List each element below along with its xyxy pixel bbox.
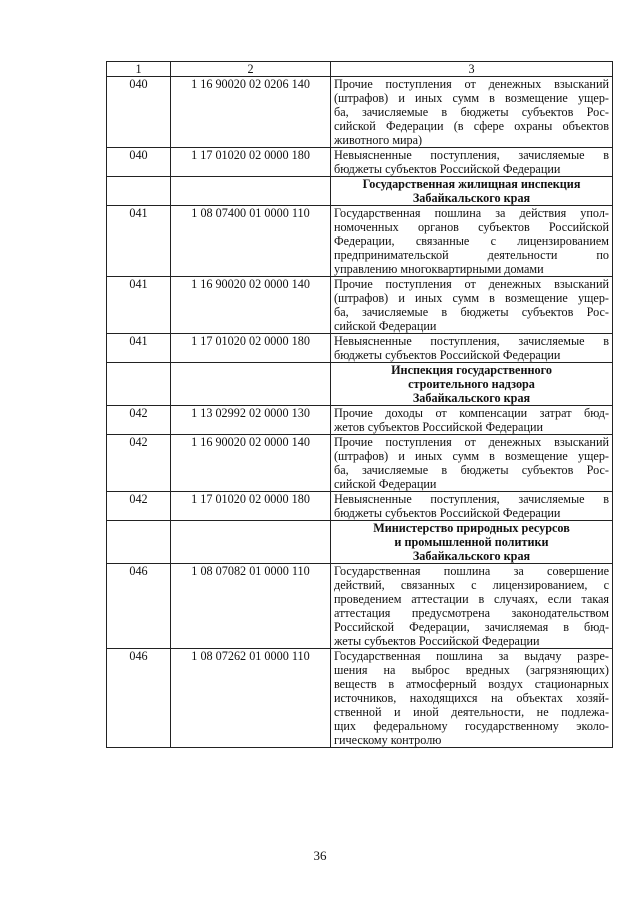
description-line: жетов субъектов Российской Федерации	[334, 420, 544, 434]
budget-classification-code-cell: 1 17 01020 02 0000 180	[171, 334, 331, 363]
description-line: Федерации, связанные с лицензированием	[334, 234, 609, 248]
administrator-code-cell: 042	[107, 435, 171, 492]
description-line: Прочие поступления от денежных взысканий	[334, 277, 609, 291]
table-row	[107, 277, 613, 334]
administrator-name-line: и промышленной политики	[394, 535, 549, 549]
administrator-code-cell: 046	[107, 564, 171, 649]
description-line: ба, зачисляемые в бюджеты субъектов Рос-	[334, 305, 609, 319]
administrator-code-cell: 040	[107, 77, 171, 148]
description-line: проведением аттестации в случаях, если такая	[334, 592, 609, 606]
budget-classification-code-cell: 1 17 01020 02 0000 180	[171, 148, 331, 177]
description-line: Невыясненные поступления, зачисляемые в	[334, 148, 609, 162]
administrator-code-cell: 042	[107, 406, 171, 435]
administrator-name-cell	[331, 521, 613, 564]
table-row	[107, 148, 613, 177]
table-body	[107, 77, 613, 748]
table-row	[107, 334, 613, 363]
revenue-description-cell	[331, 148, 613, 177]
column-header: 2	[171, 62, 331, 77]
table-row	[107, 435, 613, 492]
revenue-description-cell	[331, 492, 613, 521]
description-line: действий, связанных с лицензированием, с	[334, 578, 609, 592]
section-header-row	[107, 177, 613, 206]
description-line: Государственная пошлина за выдачу разре-	[334, 649, 609, 663]
revenue-description-cell	[331, 334, 613, 363]
administrator-code-cell: 042	[107, 492, 171, 521]
description-line: Прочие поступления от денежных взысканий	[334, 435, 609, 449]
empty-cell	[171, 363, 331, 406]
table-row	[107, 206, 613, 277]
budget-revenue-table	[106, 61, 613, 748]
description-line: животного мира)	[334, 133, 423, 147]
description-line: (штрафов) и иных сумм в возмещение ущер-	[334, 91, 609, 105]
description-line: ба, зачисляемые в бюджеты субъектов Рос-	[334, 463, 609, 477]
budget-classification-code-cell: 1 17 01020 02 0000 180	[171, 492, 331, 521]
administrator-name-line: Государственная жилищная инспекция	[362, 177, 581, 191]
description-line: (штрафов) и иных сумм в возмещение ущер-	[334, 291, 609, 305]
table-row	[107, 406, 613, 435]
description-line: Российской Федерации, зачисляемая в бюд-	[334, 620, 609, 634]
administrator-name-line: Забайкальского края	[412, 549, 531, 563]
description-line: аттестация предусмотрена законодательством	[334, 606, 609, 620]
description-line: Государственная пошлина за действия упол-	[334, 206, 609, 220]
empty-cell	[107, 521, 171, 564]
administrator-code-cell: 041	[107, 334, 171, 363]
administrator-name-cell	[331, 363, 613, 406]
administrator-name-line: строительного надзора	[408, 377, 535, 391]
revenue-description-cell	[331, 77, 613, 148]
description-line: номоченных органов субъектов Российской	[334, 220, 609, 234]
budget-classification-code-cell: 1 08 07400 01 0000 110	[171, 206, 331, 277]
description-line: сийской Федерации	[334, 477, 437, 491]
description-line: Прочие доходы от компенсации затрат бюд-	[334, 406, 609, 420]
table-header-row	[107, 62, 613, 77]
description-line: предпринимательской деятельности по	[334, 248, 609, 262]
description-line: шения на выброс вредных (загрязняющих)	[334, 663, 609, 677]
administrator-code-cell: 041	[107, 206, 171, 277]
administrator-code-cell: 041	[107, 277, 171, 334]
table-row	[107, 649, 613, 748]
description-line: управлению многоквартирными домами	[334, 262, 544, 276]
table-row	[107, 564, 613, 649]
description-line: бюджеты субъектов Российской Федерации	[334, 506, 561, 520]
column-header: 3	[331, 62, 613, 77]
section-header-row	[107, 521, 613, 564]
administrator-name-line: Забайкальского края	[412, 191, 531, 205]
administrator-code-cell: 040	[107, 148, 171, 177]
administrator-name-line: Министерство природных ресурсов	[373, 521, 570, 535]
description-line: сийской Федерации (в сфере охраны объектов	[334, 119, 609, 133]
budget-classification-code-cell: 1 08 07262 01 0000 110	[171, 649, 331, 748]
empty-cell	[107, 363, 171, 406]
administrator-name-line: Забайкальского края	[412, 391, 531, 405]
empty-cell	[107, 177, 171, 206]
revenue-description-cell	[331, 649, 613, 748]
administrator-code-cell: 046	[107, 649, 171, 748]
description-line: Государственная пошлина за совершение	[334, 564, 609, 578]
administrator-name-line: Инспекция государственного	[391, 363, 552, 377]
description-line: ственной и иной деятельности, не подлежа-	[334, 705, 609, 719]
description-line: ба, зачисляемые в бюджеты субъектов Рос-	[334, 105, 609, 119]
budget-classification-code-cell: 1 16 90020 02 0000 140	[171, 435, 331, 492]
description-line: жеты субъектов Российской Федерации	[334, 634, 540, 648]
revenue-description-cell	[331, 277, 613, 334]
budget-classification-code-cell: 1 16 90020 02 0206 140	[171, 77, 331, 148]
budget-classification-code-cell: 1 08 07082 01 0000 110	[171, 564, 331, 649]
description-line: источников, находящихся на объектах хозяй-	[334, 691, 609, 705]
section-header-row	[107, 363, 613, 406]
page-number: 36	[313, 848, 327, 863]
revenue-description-cell	[331, 206, 613, 277]
administrator-name-cell	[331, 177, 613, 206]
revenue-description-cell	[331, 406, 613, 435]
budget-classification-code-cell: 1 16 90020 02 0000 140	[171, 277, 331, 334]
description-line: гическому контролю	[334, 733, 442, 747]
column-header: 1	[107, 62, 171, 77]
description-line: (штрафов) и иных сумм в возмещение ущер-	[334, 449, 609, 463]
description-line: Невыясненные поступления, зачисляемые в	[334, 492, 609, 506]
description-line: бюджеты субъектов Российской Федерации	[334, 162, 561, 176]
table-row	[107, 77, 613, 148]
revenue-description-cell	[331, 564, 613, 649]
description-line: Прочие поступления от денежных взысканий	[334, 77, 609, 91]
empty-cell	[171, 521, 331, 564]
empty-cell	[171, 177, 331, 206]
revenue-description-cell	[331, 435, 613, 492]
description-line: веществ в атмосферный воздух стационарных	[334, 677, 609, 691]
description-line: сийской Федерации	[334, 319, 437, 333]
description-line: бюджеты субъектов Российской Федерации	[334, 348, 561, 362]
description-line: Невыясненные поступления, зачисляемые в	[334, 334, 609, 348]
budget-classification-code-cell: 1 13 02992 02 0000 130	[171, 406, 331, 435]
table-row	[107, 492, 613, 521]
description-line: щих федеральному государственному эколо-	[334, 719, 609, 733]
